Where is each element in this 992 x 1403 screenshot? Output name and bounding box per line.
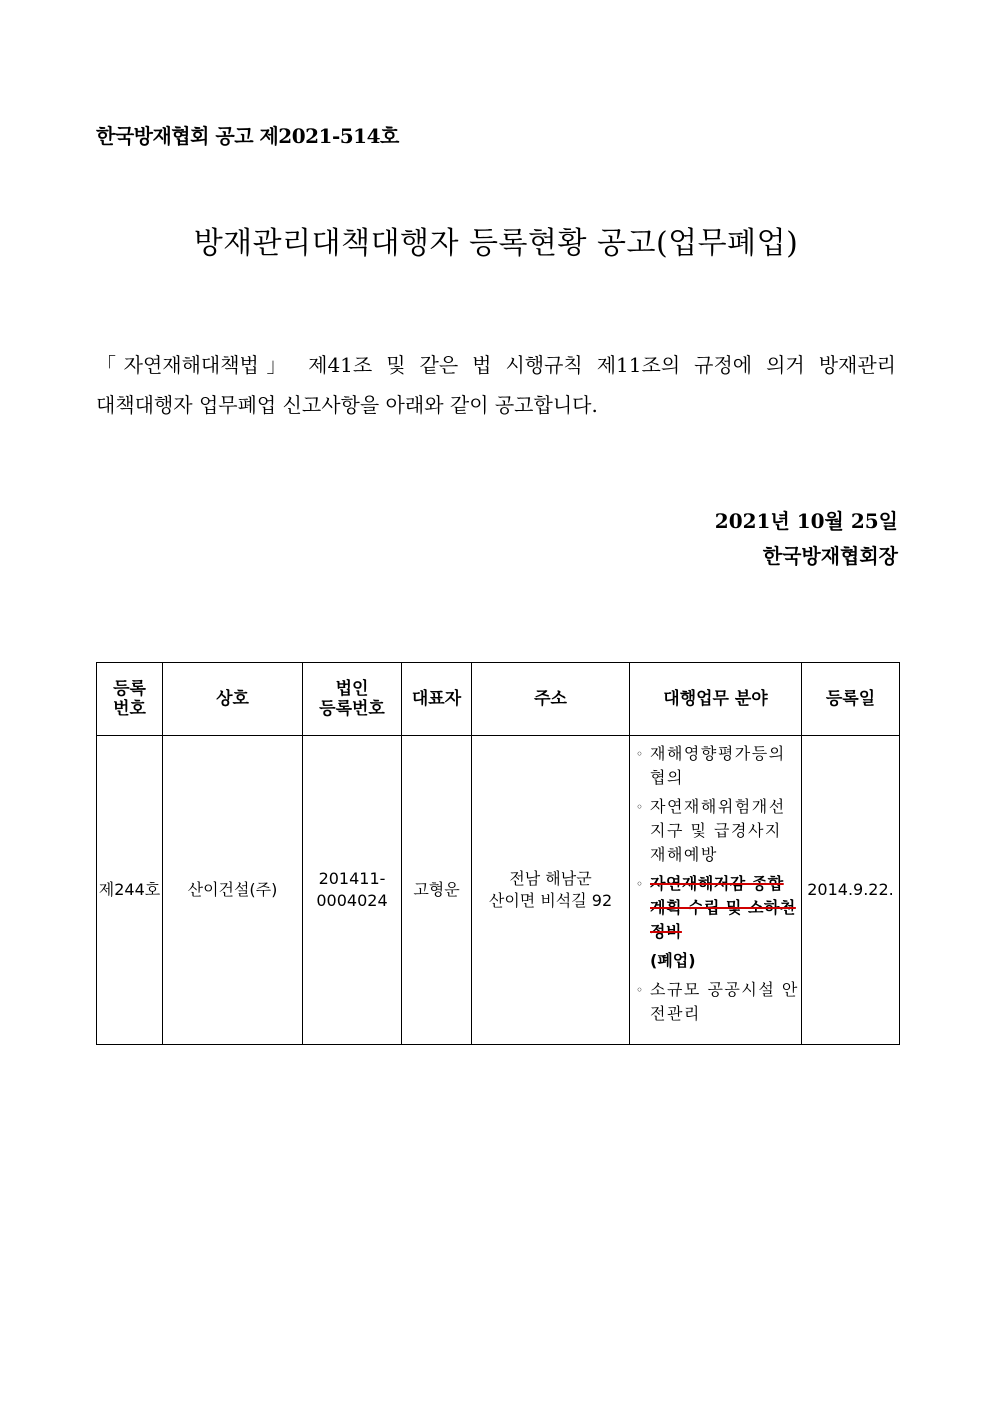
- signer: 한국방재협회장: [762, 544, 898, 568]
- struck-field-text: 자연재해저감 종합계획 수립 및 소하천정비: [650, 874, 796, 941]
- cell-reg-no: 제244호: [97, 736, 163, 1045]
- bullet-icon: ◦: [636, 800, 645, 814]
- header-representative: 대표자: [402, 663, 472, 736]
- cell-address: 전남 해남군 산이면 비석길 92: [472, 736, 630, 1045]
- closed-status: (폐업): [650, 951, 696, 970]
- bullet-icon: ◦: [636, 877, 645, 891]
- header-address: 주소: [472, 663, 630, 736]
- bullet-icon: ◦: [636, 747, 645, 761]
- cell-representative: 고형운: [402, 736, 472, 1045]
- bullet-icon: ◦: [636, 983, 645, 997]
- body-line-1: 「자연재해대책법」 제41조 및 같은 법 시행규칙 제11조의 규정에 의거 방재관리: [96, 353, 896, 377]
- page-title: 방재관리대책대행자 등록현황 공고(업무폐업): [193, 226, 799, 261]
- cell-fields: [630, 736, 802, 1045]
- field-item: ◦ 재해영향평가등의 협의: [636, 744, 786, 787]
- notice-number: 한국방재협회 공고 제2021-514호: [96, 124, 399, 148]
- registration-table: [96, 662, 900, 1045]
- field-item: ◦ 소규모 공공시설 안전관리: [636, 980, 799, 1023]
- notice-body: [96, 345, 896, 425]
- notice-date: 2021년 10월 25일: [714, 509, 898, 533]
- cell-company: 산이건설(주): [163, 736, 303, 1045]
- table-header-row: [97, 663, 900, 736]
- field-item-closed: [634, 872, 799, 944]
- table-row: [97, 736, 900, 1045]
- header-reg-no: 등록 번호: [97, 663, 163, 736]
- field-item: ◦ 자연재해위험개선 지구 및 급경사지 재해예방: [636, 797, 786, 864]
- header-company: 상호: [163, 663, 303, 736]
- body-line-2: 대책대행자 업무폐업 신고사항을 아래와 같이 공고합니다.: [96, 393, 598, 417]
- header-fields: 대행업무 분야: [630, 663, 802, 736]
- cell-reg-date: 2014.9.22.: [802, 736, 900, 1045]
- cell-corp-no: 201411- 0004024: [303, 736, 402, 1045]
- header-corp-no: 법인 등록번호: [303, 663, 402, 736]
- header-reg-date: 등록일: [802, 663, 900, 736]
